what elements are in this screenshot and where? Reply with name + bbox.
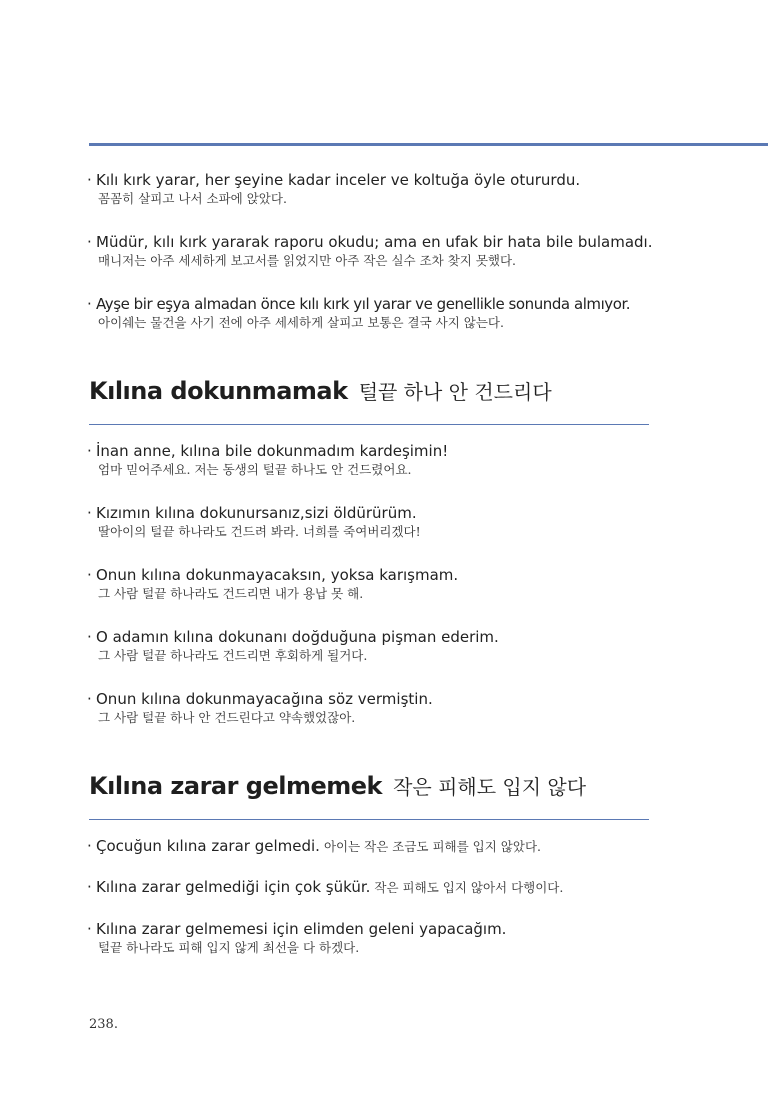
turkish-sentence: O adamın kılına dokunanı doğduğuna pişman ederim.	[96, 628, 499, 646]
turkish-sentence: Kızımın kılına dokunursanız,sizi öldürürüm.	[96, 504, 417, 522]
korean-translation: 아이는 작은 조금도 피해를 입지 않았다.	[323, 839, 541, 854]
example-item	[89, 503, 649, 565]
turkish-sentence: Kılına zarar gelmemesi için elimden geleni yapacağım.	[96, 920, 507, 938]
top-divider	[89, 143, 768, 146]
bullet: ·	[87, 295, 92, 313]
turkish-sentence: Kılına zarar gelmediği için çok şükür.	[96, 878, 371, 896]
example-item	[89, 627, 649, 689]
example-item	[89, 877, 649, 919]
bullet: ·	[87, 628, 92, 646]
korean-translation: 엄마 믿어주세요. 저는 동생의 털끝 하나도 안 건드렸어요.	[98, 462, 412, 477]
bullet: ·	[87, 837, 92, 855]
korean-translation: 그 사람 털끝 하나라도 건드리면 내가 용납 못 해.	[98, 586, 364, 601]
heading-korean: 털끝 하나 안 건드리다	[358, 380, 552, 404]
turkish-sentence: Ayşe bir eşya almadan önce kılı kırk yıl yarar ve genellikle sonunda almıyor.	[96, 295, 631, 313]
turkish-sentence: Onun kılına dokunmayacaksın, yoksa karışmam.	[96, 566, 459, 584]
example-item	[89, 919, 649, 981]
bullet: ·	[87, 504, 92, 522]
example-block-2	[89, 441, 649, 751]
bullet: ·	[87, 566, 92, 584]
example-item	[89, 689, 649, 751]
korean-translation: 딸아이의 털끝 하나라도 건드려 봐라. 너희를 죽여버리겠다!	[98, 524, 421, 539]
section-heading-kilina-zarar-gelmemek	[89, 771, 649, 800]
korean-translation: 꼼꼼히 살피고 나서 소파에 앉았다.	[98, 191, 287, 206]
bullet: ·	[87, 233, 92, 251]
bullet: ·	[87, 920, 92, 938]
example-item	[89, 836, 649, 877]
turkish-sentence: Müdür, kılı kırk yararak raporu okudu; ama en ufak bir hata bile bulamadı.	[96, 233, 653, 251]
korean-translation: 그 사람 털끝 하나라도 건드리면 후회하게 될거다.	[98, 648, 368, 663]
heading-divider	[89, 819, 649, 820]
heading-korean: 작은 피해도 입지 않다	[393, 775, 587, 799]
korean-translation: 작은 피해도 입지 않아서 다행이다.	[374, 880, 564, 895]
example-item	[89, 565, 649, 627]
example-item	[87, 232, 653, 294]
turkish-sentence: Onun kılına dokunmayacağına söz vermiştin.	[96, 690, 433, 708]
example-item	[89, 441, 649, 503]
page-number: 238.	[89, 1017, 118, 1032]
turkish-sentence: Kılı kırk yarar, her şeyine kadar inceler ve koltuğa öyle otururdu.	[96, 171, 581, 189]
example-item	[89, 294, 649, 356]
section-heading-kilina-dokunmamak	[89, 376, 649, 405]
bullet: ·	[87, 690, 92, 708]
turkish-sentence: Çocuğun kılına zarar gelmedi.	[96, 837, 320, 855]
bullet: ·	[87, 171, 92, 189]
korean-translation: 아이쉐는 물건을 사기 전에 아주 세세하게 살피고 보통은 결국 사지 않는다.	[98, 315, 504, 330]
example-block-3	[89, 836, 649, 981]
bullet: ·	[87, 442, 92, 460]
heading-turkish: Kılına zarar gelmemek	[89, 772, 383, 800]
heading-divider	[89, 424, 649, 425]
korean-translation: 매니저는 아주 세세하게 보고서를 읽었지만 아주 작은 실수 조차 찾지 못했다.	[98, 253, 517, 268]
heading-turkish: Kılına dokunmamak	[89, 377, 348, 405]
bullet: ·	[87, 878, 92, 896]
example-block-1	[87, 170, 653, 356]
example-item	[89, 170, 649, 232]
turkish-sentence: İnan anne, kılına bile dokunmadım kardeşimin!	[96, 442, 449, 460]
korean-translation: 그 사람 털끝 하나 안 건드린다고 약속했었잖아.	[98, 710, 356, 725]
korean-translation: 털끝 하나라도 피해 입지 않게 최선을 다 하겠다.	[98, 940, 360, 955]
